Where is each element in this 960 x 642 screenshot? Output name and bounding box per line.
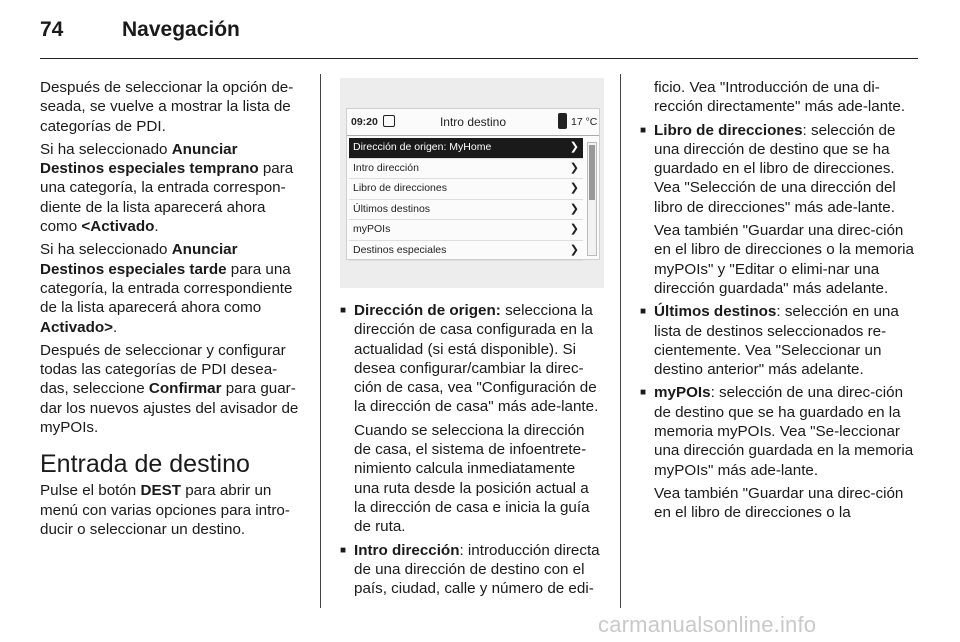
screen-menu-item	[349, 200, 583, 221]
paragraph	[40, 240, 304, 336]
screen-time: 09:20	[351, 116, 378, 128]
menu-term: <Activado	[81, 218, 155, 236]
arrow-right-icon: ❯	[569, 202, 579, 215]
screen-menu-label: Dirección de origen: MyHome	[353, 141, 492, 153]
text: Vea también "Guardar una direc-ción en el libro de direcciones o la	[654, 484, 904, 522]
screen-temperature: 17 °C	[571, 116, 598, 128]
text: ficio. Vea "Introducción de una di-rección directamente" más ade-lante.	[654, 79, 906, 116]
text: Cuando se selecciona la dirección de casa, el sistema de infoentrete-nimiento calcula inmediatamente una ruta desde la posición actual a la dirección de casa e inicia la guía de ruta.	[354, 421, 590, 536]
button-term: DEST	[140, 482, 181, 500]
list-item-note	[640, 484, 920, 523]
text: para una categoría, la entrada correspon-diente de la lista aparecerá ahora como	[40, 160, 294, 236]
menu-term: Dirección de origen:	[354, 302, 501, 319]
text: Si ha seleccionado	[40, 241, 172, 259]
list-item-note	[340, 421, 604, 537]
screen-menu-label: Libro de direcciones	[353, 182, 447, 194]
thermometer-icon	[558, 113, 567, 129]
screen-menu-label: myPOIs	[353, 223, 391, 235]
list-item	[640, 302, 920, 379]
column-2	[340, 301, 604, 602]
text: Pulse el botón	[40, 482, 141, 500]
screen-menu-label: Intro dirección	[353, 161, 419, 174]
screen-scrollbar	[587, 142, 597, 256]
page-title: Navegación	[122, 18, 240, 41]
paragraph	[40, 78, 304, 136]
menu-term: Anunciar Destinos especiales tarde	[40, 241, 238, 278]
text: .	[113, 318, 118, 336]
screen-menu-item	[349, 159, 583, 180]
arrow-right-icon: ❯	[569, 141, 579, 153]
screen-menu-item	[349, 220, 583, 241]
menu-term: Activado>	[40, 318, 114, 336]
text: Vea también "Guardar una direc-ción en el libro de direcciones o la memoria myPOIs" y "Editar o elimi-nar una dirección guardada" más adelante.	[654, 222, 915, 297]
screen-menu-item	[349, 179, 583, 200]
column-divider-1	[320, 74, 321, 608]
text: selecciona la dirección de casa configurada en la actualidad (si está disponible). Si desea configurar/cambiar la direc-ción de casa, vea "Configuración de la dirección de casa" más ade-lante.	[354, 302, 599, 416]
screen-menu-item	[349, 138, 583, 159]
menu-term: myPOIs	[654, 384, 711, 402]
column-divider-2	[620, 74, 621, 608]
list-item-continuation	[640, 78, 920, 117]
text: para guar-dar los nuevos ajustes del avisador de myPOIs.	[40, 380, 299, 437]
text: para una categoría, la entrada correspondiente de la lista aparecerá ahora como	[40, 260, 293, 317]
column-1	[40, 78, 304, 543]
page-header	[40, 14, 918, 59]
list-item-note	[640, 221, 920, 298]
text: para abrir un menú con varias opciones para intro-ducir o seleccionar un destino.	[40, 482, 290, 538]
section-heading: Entrada de destino	[40, 450, 250, 479]
list-item	[340, 301, 604, 417]
text: : selección en una lista de destinos seleccionados re-cientemente. Vea "Seleccionar un destino anterior" más adelante.	[654, 303, 899, 379]
list-item	[340, 541, 604, 599]
screen-menu-label: Últimos destinos	[353, 202, 431, 215]
screen-menu-label: Destinos especiales	[353, 243, 447, 256]
text: Después de seleccionar y configurar todas las categorías de PDI desea-das, seleccione	[40, 341, 286, 398]
text: : introducción directa de una dirección de destino con el país, ciudad, calle y número de edi-	[354, 541, 600, 598]
menu-term: Libro de direcciones	[654, 121, 803, 139]
screen-menu-list	[349, 138, 583, 261]
paragraph	[40, 140, 304, 236]
infotainment-screen	[346, 108, 600, 260]
text: : selección de una dirección de destino que se ha guardado en el libro de direcciones. Vea "Selección de una dirección del libro de direcciones" más ade-lante.	[654, 121, 896, 216]
page-number: 74	[40, 18, 64, 41]
text: Después de seleccionar la opción de-seada, se vuelve a mostrar la lista de categorías de PDI.	[40, 79, 294, 135]
menu-term: Confirmar	[148, 380, 222, 398]
list-item	[640, 383, 920, 479]
watermark: carmanualsonline.info	[598, 612, 817, 637]
paragraph	[40, 481, 304, 539]
arrow-right-icon: ❯	[569, 243, 579, 256]
paragraph	[40, 341, 304, 437]
menu-term: Últimos destinos	[654, 303, 777, 321]
arrow-right-icon: ❯	[569, 161, 579, 174]
list-item	[640, 121, 920, 217]
arrow-right-icon: ❯	[569, 182, 579, 194]
menu-term: Anunciar Destinos especiales temprano	[40, 140, 259, 178]
screen-status-bar	[347, 109, 599, 136]
screen-illustration	[340, 78, 604, 288]
arrow-right-icon: ❯	[569, 223, 579, 235]
screen-menu-item	[349, 241, 583, 262]
screen-title: Intro destino	[439, 115, 507, 129]
column-3	[640, 78, 920, 527]
scrollbar-thumb	[589, 145, 595, 200]
menu-term: Intro dirección	[354, 541, 460, 559]
text: .	[154, 218, 159, 236]
text: Si ha seleccionado	[40, 140, 172, 158]
text: : selección de una direc-ción de destino que se ha guardado en la memoria myPOIs. Vea "Se-leccionar una dirección guardada en la memoria myPOIs" más ade-lante.	[654, 384, 914, 479]
